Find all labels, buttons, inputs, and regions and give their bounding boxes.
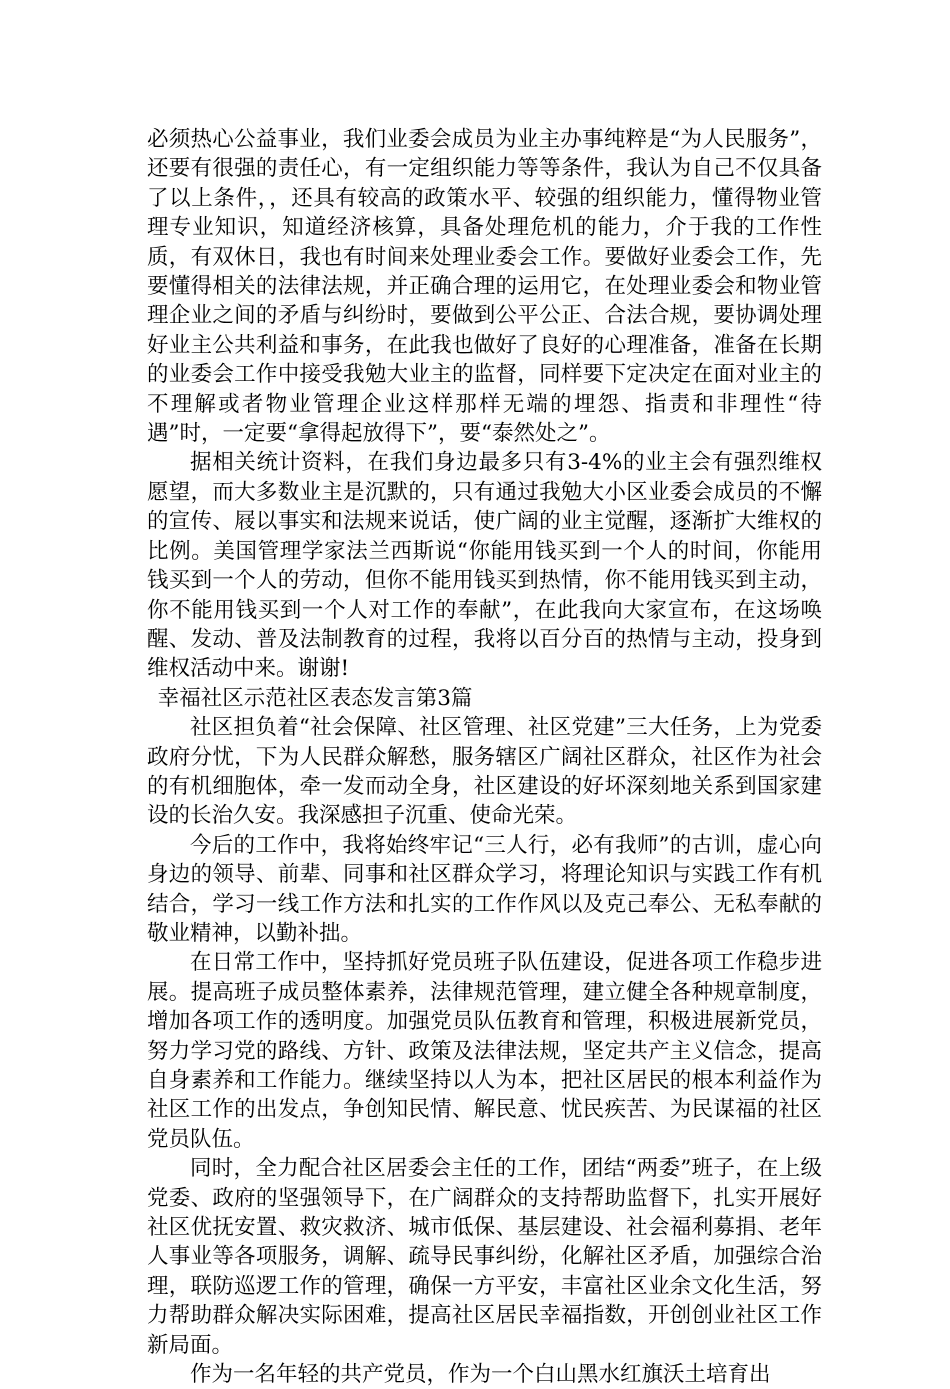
paragraph-truncated: 作为一名年轻的共产党员，作为一个白山黑水红旗沃土培育出: [190, 1362, 771, 1388]
paragraph-continued: 必须热心公益事业，我们业委会成员为业主办事纯粹是“为人民服务”，还要有很强的责任心，有一定组织能力等等条件，我认为自己不仅具备了以上条件，，还具有较高的政策水平、较强的组织能力，懂得物业管理专业知识，知道经济核算，具备处理危机的能力，介于我的工作性质，有双休日，我也有时间来处理业委会工作。要做好业委会工作，先要懂得相关的法律法规，并正确合理的运用它，在处理业委会和物业管理企业之间的矛盾与纠纷时，要做到公平公正、合法合规，要协调处理好业主公共利益和事务，在此我也做好了良好的心理准备，准备在长期的业委会工作中接受我勉大业主的监督，同样要下定决定在面对业主的不理解或者物业管理企业这样那样无端的埋怨、指责和非理性“待遇”时，一定要“拿得起放得下”，要“泰然处之”。: [147, 127, 822, 447]
paragraph: 社区担负着“社会保障、社区管理、社区党建”三大任务，上为党委政府分忧，下为人民群众解愁，服务辖区广阔社区群众，社区作为社会的有机细胞体，牵一发而动全身，社区建设的好坏深刻地关系到国家建设的长治久安。我深感担子沉重、使命光荣。: [147, 715, 822, 829]
paragraph: 同时，全力配合社区居委会主任的工作，团结“两委”班子，在上级党委、政府的坚强领导下，在广阔群众的支持帮助监督下，扎实开展好社区优抚安置、救灾救济、城市低保、基层建设、社会福利募捐、老年人事业等各项服务，调解、疏导民事纠纷，化解社区矛盾，加强综合治理，联防巡逻工作的管理，确保一方平安，丰富社区业余文化生活，努力帮助群众解决实际困难，提高社区居民幸福指数，开创创业社区工作新局面。: [147, 1156, 822, 1358]
paragraph: 今后的工作中，我将始终牢记“三人行，必有我师”的古训，虚心向身边的领导、前辈、同事和社区群众学习，将理论知识与实践工作有机结合，学习一线工作方法和扎实的工作作风以及克己奉公、无私奉献的敬业精神，以勤补拙。: [147, 832, 822, 946]
paragraph: 据相关统计资料，在我们身边最多只有3-4%的业主会有强烈维权愿望，而大多数业主是沉默的，只有通过我勉大小区业委会成员的不懈的宣传、屐以事实和法规来说话，使广阔的业主觉醒，逐渐扩大维权的比例。美国管理学家法兰西斯说“你能用钱买到一个人的时间，你能用钱买到一个人的劳动，但你不能用钱买到热情，你不能用钱买到主动，你不能用钱买到一个人对工作的奉献”，在此我向大家宣布，在这场唤醒、发动、普及法制教育的过程，我将以百分百的热情与主动，投身到维权活动中来。谢谢!: [147, 450, 822, 682]
document-page: [147, 125, 822, 1389]
paragraph: 在日常工作中，坚持抓好党员班子队伍建设，促进各项工作稳步进展。提高班子成员整体素养，法律规范管理，建立健全各种规章制度，增加各项工作的透明度。加强党员队伍教育和管理，积极进展新党员，努力学习党的路线、方针、政策及法律法规，坚定共产主义信念，提高自身素养和工作能力。继续坚持以人为本，把社区居民的根本利益作为社区工作的出发点，争创知民情、解民意、忧民疾苦、为民谋福的社区党员队伍。: [147, 950, 822, 1152]
section-heading: 幸福社区示范社区表态发言第3篇: [157, 685, 473, 711]
